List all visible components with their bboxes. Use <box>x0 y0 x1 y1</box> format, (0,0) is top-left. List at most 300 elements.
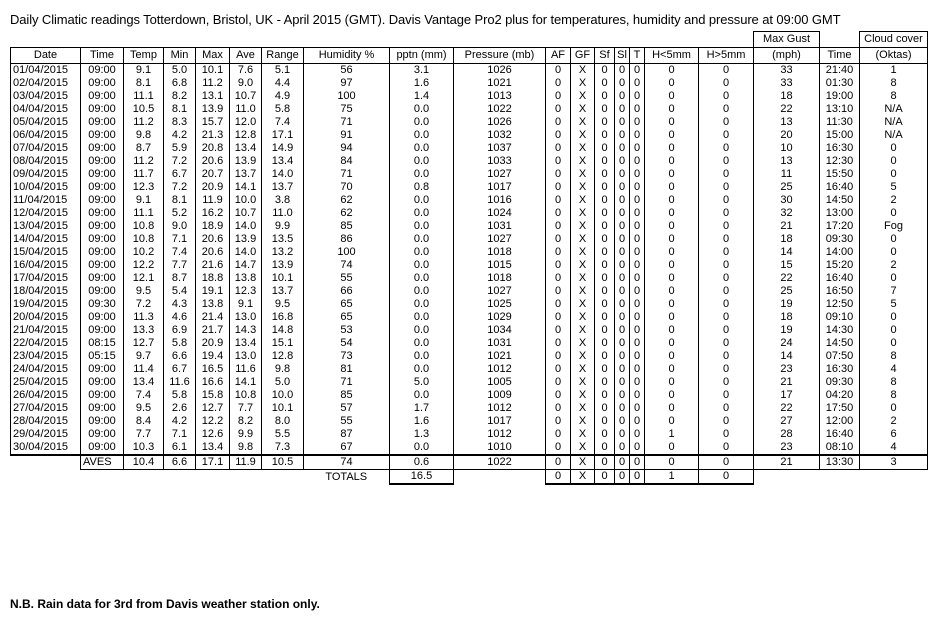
table-cell: 0 <box>630 350 645 363</box>
table-cell: 13.4 <box>262 155 304 168</box>
averages-cell: 11.9 <box>230 455 262 470</box>
table-cell: 09:00 <box>81 194 124 207</box>
table-cell: 5.8 <box>164 337 196 350</box>
table-cell: 0 <box>860 168 928 181</box>
table-cell: 13 <box>754 155 820 168</box>
header-row <box>11 48 928 64</box>
table-cell: 10.0 <box>230 194 262 207</box>
table-cell: 8.1 <box>124 77 164 90</box>
table-row <box>11 259 928 272</box>
table-cell: 55 <box>304 415 390 428</box>
table-cell: 0 <box>615 181 630 194</box>
table-cell: 5.9 <box>164 142 196 155</box>
table-cell: 15:20 <box>820 259 860 272</box>
table-cell: 0 <box>860 246 928 259</box>
table-row <box>11 363 928 376</box>
table-cell: 16:30 <box>820 363 860 376</box>
table-cell: 09:00 <box>81 142 124 155</box>
table-cell: 0 <box>645 103 699 116</box>
table-cell: 13.8 <box>230 272 262 285</box>
table-cell: 0 <box>595 311 615 324</box>
table-cell: 0.0 <box>390 311 454 324</box>
table-cell: 1025 <box>454 298 546 311</box>
table-cell: 0 <box>699 298 754 311</box>
table-cell: 94 <box>304 142 390 155</box>
table-cell: 20.6 <box>196 233 230 246</box>
table-cell: 28/04/2015 <box>11 415 81 428</box>
table-cell: 0.0 <box>390 441 454 455</box>
table-cell: 9.9 <box>230 428 262 441</box>
table-cell: 62 <box>304 207 390 220</box>
averages-cell: X <box>571 455 595 470</box>
table-cell: 0 <box>630 376 645 389</box>
table-cell: 07/04/2015 <box>11 142 81 155</box>
table-cell: 9.7 <box>124 350 164 363</box>
table-row <box>11 77 928 90</box>
table-row <box>11 142 928 155</box>
table-cell: 0 <box>546 337 571 350</box>
table-cell: 91 <box>304 129 390 142</box>
table-cell: 100 <box>304 246 390 259</box>
table-cell: 0.0 <box>390 129 454 142</box>
table-cell: 17.1 <box>262 129 304 142</box>
table-cell: 0 <box>615 220 630 233</box>
table-cell: 28 <box>754 428 820 441</box>
table-cell: 0 <box>699 64 754 78</box>
table-cell: 0 <box>645 363 699 376</box>
totals-empty-cell <box>754 470 820 485</box>
table-cell: 1024 <box>454 207 546 220</box>
table-row <box>11 350 928 363</box>
table-row <box>11 376 928 389</box>
table-cell: 1021 <box>454 350 546 363</box>
table-cell: 21.7 <box>196 324 230 337</box>
table-cell: 0 <box>615 415 630 428</box>
table-cell: 1010 <box>454 441 546 455</box>
table-cell: 16:40 <box>820 181 860 194</box>
table-cell: 6.9 <box>164 324 196 337</box>
table-cell: 09:00 <box>81 168 124 181</box>
table-cell: X <box>571 272 595 285</box>
table-cell: 0.0 <box>390 220 454 233</box>
table-cell: 12:00 <box>820 415 860 428</box>
table-cell: 0 <box>615 389 630 402</box>
table-cell: 7 <box>860 285 928 298</box>
table-cell: 66 <box>304 285 390 298</box>
table-cell: 0 <box>595 441 615 455</box>
table-cell: 0 <box>615 363 630 376</box>
table-cell: 1027 <box>454 285 546 298</box>
table-cell: 0 <box>595 207 615 220</box>
table-cell: 0.0 <box>390 233 454 246</box>
table-cell: 5.0 <box>262 376 304 389</box>
table-cell: 0 <box>860 324 928 337</box>
averages-cell <box>11 455 81 470</box>
table-cell: 0 <box>645 324 699 337</box>
table-cell: 26/04/2015 <box>11 389 81 402</box>
table-cell: 1033 <box>454 155 546 168</box>
table-cell: 16:50 <box>820 285 860 298</box>
table-cell: 14:00 <box>820 246 860 259</box>
table-cell: 85 <box>304 220 390 233</box>
table-cell: 13.7 <box>230 168 262 181</box>
table-cell: X <box>571 441 595 455</box>
table-cell: 0 <box>546 181 571 194</box>
table-cell: 10.1 <box>262 272 304 285</box>
table-cell: 12.8 <box>230 129 262 142</box>
table-cell: 0.0 <box>390 168 454 181</box>
table-cell: 09:00 <box>81 441 124 455</box>
table-cell: 0 <box>546 402 571 415</box>
table-cell: 03/04/2015 <box>11 90 81 103</box>
table-cell: 1034 <box>454 324 546 337</box>
table-cell: 0 <box>546 64 571 78</box>
totals-h-gt5: 0 <box>699 470 754 485</box>
totals-empty-cell <box>860 470 928 485</box>
table-cell: 0 <box>630 272 645 285</box>
table-cell: 20.6 <box>196 155 230 168</box>
table-cell: X <box>571 259 595 272</box>
table-cell: 09:00 <box>81 116 124 129</box>
table-cell: 0 <box>699 363 754 376</box>
column-header: Sf <box>595 48 615 64</box>
table-cell: 9.8 <box>124 129 164 142</box>
table-cell: 0 <box>615 142 630 155</box>
table-cell: 0 <box>615 350 630 363</box>
table-cell: 10.7 <box>230 207 262 220</box>
table-cell: 13.4 <box>124 376 164 389</box>
table-cell: 11.4 <box>124 363 164 376</box>
table-cell: 5.0 <box>164 64 196 78</box>
table-cell: 0 <box>645 246 699 259</box>
table-cell: 0 <box>645 142 699 155</box>
table-cell: 0 <box>699 272 754 285</box>
table-cell: 0 <box>630 233 645 246</box>
table-cell: 0 <box>546 350 571 363</box>
table-cell: 15/04/2015 <box>11 246 81 259</box>
column-header: T <box>630 48 645 64</box>
table-cell: 18.9 <box>196 220 230 233</box>
column-header: Ave <box>230 48 262 64</box>
table-cell: 04:20 <box>820 389 860 402</box>
table-cell: 0 <box>615 311 630 324</box>
table-cell: 0 <box>699 389 754 402</box>
table-cell: 0 <box>615 298 630 311</box>
table-cell: 9.5 <box>124 402 164 415</box>
column-header: AF <box>546 48 571 64</box>
column-header: Sl <box>615 48 630 64</box>
table-cell: 0 <box>615 168 630 181</box>
table-cell: 0 <box>546 363 571 376</box>
table-cell: 09:00 <box>81 129 124 142</box>
table-cell: 0 <box>645 155 699 168</box>
table-cell: 0 <box>860 311 928 324</box>
table-cell: 5.1 <box>262 64 304 78</box>
table-cell: 53 <box>304 324 390 337</box>
table-cell: 7.1 <box>164 428 196 441</box>
table-cell: 0 <box>630 298 645 311</box>
table-cell: X <box>571 415 595 428</box>
table-cell: 8.1 <box>164 103 196 116</box>
column-header: H>5mm <box>699 48 754 64</box>
table-cell: 11.2 <box>196 77 230 90</box>
table-cell: 11.0 <box>262 207 304 220</box>
table-cell: 8.1 <box>164 194 196 207</box>
table-cell: 0 <box>615 376 630 389</box>
table-cell: 10.8 <box>124 233 164 246</box>
table-cell: 0 <box>595 129 615 142</box>
table-cell: 11.1 <box>124 90 164 103</box>
table-cell: 0 <box>595 402 615 415</box>
table-cell: 24 <box>754 337 820 350</box>
table-cell: X <box>571 402 595 415</box>
totals-h-lt5: 1 <box>645 470 699 485</box>
table-cell: 0 <box>546 324 571 337</box>
table-cell: 0 <box>595 415 615 428</box>
table-cell: 0 <box>595 259 615 272</box>
table-cell: 0 <box>699 259 754 272</box>
table-row <box>11 272 928 285</box>
table-cell: 0.0 <box>390 363 454 376</box>
table-row <box>11 181 928 194</box>
table-cell: 18/04/2015 <box>11 285 81 298</box>
table-cell: 0 <box>630 220 645 233</box>
table-cell: 13.7 <box>262 285 304 298</box>
table-cell: 65 <box>304 311 390 324</box>
table-cell: 7.2 <box>124 298 164 311</box>
table-cell: 09:00 <box>81 402 124 415</box>
table-cell: 3.1 <box>390 64 454 78</box>
table-cell: 1012 <box>454 428 546 441</box>
table-cell: 9.9 <box>262 220 304 233</box>
table-cell: 0 <box>699 350 754 363</box>
table-cell: 0 <box>615 90 630 103</box>
table-cell: 1.6 <box>390 77 454 90</box>
totals-t: 0 <box>630 470 645 485</box>
table-cell: 5 <box>860 298 928 311</box>
table-cell: 0 <box>595 155 615 168</box>
table-cell: 27/04/2015 <box>11 402 81 415</box>
table-cell: 10.1 <box>196 64 230 78</box>
table-cell: 1 <box>645 428 699 441</box>
table-cell: 4.6 <box>164 311 196 324</box>
table-cell: 0 <box>595 363 615 376</box>
table-cell: 2 <box>860 415 928 428</box>
table-cell: 13.3 <box>124 324 164 337</box>
totals-empty-cell <box>820 470 860 485</box>
table-cell: 09:00 <box>81 376 124 389</box>
table-row <box>11 168 928 181</box>
table-cell: 21:40 <box>820 64 860 78</box>
table-row <box>11 298 928 311</box>
table-row <box>11 103 928 116</box>
table-cell: 0 <box>699 207 754 220</box>
table-row <box>11 129 928 142</box>
table-cell: 0 <box>595 272 615 285</box>
table-cell: 0 <box>630 441 645 455</box>
table-cell: 0 <box>630 181 645 194</box>
table-cell: 0 <box>546 155 571 168</box>
table-cell: 13.8 <box>196 298 230 311</box>
table-cell: 0.0 <box>390 103 454 116</box>
table-cell: 0 <box>860 402 928 415</box>
table-row <box>11 207 928 220</box>
table-cell: 0 <box>645 441 699 455</box>
table-cell: 0 <box>699 428 754 441</box>
table-cell: 0 <box>546 428 571 441</box>
table-cell: 30 <box>754 194 820 207</box>
table-cell: Fog <box>860 220 928 233</box>
table-cell: 8.2 <box>164 90 196 103</box>
table-cell: 17:50 <box>820 402 860 415</box>
footnote: N.B. Rain data for 3rd from Davis weather station only. <box>10 597 320 611</box>
table-cell: X <box>571 350 595 363</box>
table-cell: 13.9 <box>230 233 262 246</box>
table-cell: X <box>571 207 595 220</box>
table-cell: 0 <box>630 285 645 298</box>
table-cell: X <box>571 363 595 376</box>
table-cell: X <box>571 311 595 324</box>
table-cell: 0 <box>630 428 645 441</box>
table-cell: 75 <box>304 103 390 116</box>
table-cell: 09:00 <box>81 428 124 441</box>
table-cell: X <box>571 337 595 350</box>
table-row <box>11 155 928 168</box>
table-cell: 09:10 <box>820 311 860 324</box>
table-cell: N/A <box>860 129 928 142</box>
table-cell: 06/04/2015 <box>11 129 81 142</box>
table-cell: 22 <box>754 103 820 116</box>
table-cell: 0 <box>699 415 754 428</box>
table-cell: 0 <box>630 324 645 337</box>
table-cell: X <box>571 220 595 233</box>
column-header: GF <box>571 48 595 64</box>
table-cell: 19.4 <box>196 350 230 363</box>
totals-empty-cell <box>454 470 546 485</box>
averages-cell: 1022 <box>454 455 546 470</box>
table-cell: 1026 <box>454 64 546 78</box>
table-cell: 25 <box>754 285 820 298</box>
table-cell: 13.5 <box>262 233 304 246</box>
table-cell: 0 <box>595 77 615 90</box>
table-cell: 5 <box>860 181 928 194</box>
table-cell: 8 <box>860 389 928 402</box>
table-cell: 1.3 <box>390 428 454 441</box>
table-cell: 0 <box>546 168 571 181</box>
column-header: (mph) <box>754 48 820 64</box>
table-cell: 04/04/2015 <box>11 103 81 116</box>
table-cell: 1.7 <box>390 402 454 415</box>
table-cell: 0 <box>630 363 645 376</box>
table-cell: 0 <box>546 246 571 259</box>
table-row <box>11 402 928 415</box>
table-cell: 6.6 <box>164 350 196 363</box>
table-cell: 0 <box>595 337 615 350</box>
table-cell: 0 <box>546 116 571 129</box>
column-header: Max <box>196 48 230 64</box>
table-cell: 23/04/2015 <box>11 350 81 363</box>
table-cell: 5.0 <box>390 376 454 389</box>
table-cell: X <box>571 285 595 298</box>
table-cell: 16.8 <box>262 311 304 324</box>
table-cell: 0 <box>645 298 699 311</box>
table-cell: 22 <box>754 402 820 415</box>
column-header: Range <box>262 48 304 64</box>
table-cell: 16:40 <box>820 272 860 285</box>
table-cell: X <box>571 428 595 441</box>
averages-cell: AVES <box>81 455 124 470</box>
table-cell: 09:00 <box>81 207 124 220</box>
table-cell: 0 <box>630 77 645 90</box>
table-cell: 1.6 <box>390 415 454 428</box>
table-cell: 09/04/2015 <box>11 168 81 181</box>
table-cell: 09:30 <box>820 376 860 389</box>
table-cell: 0 <box>630 155 645 168</box>
table-row <box>11 233 928 246</box>
table-cell: 0.0 <box>390 337 454 350</box>
table-cell: 09:00 <box>81 363 124 376</box>
table-cell: 12.0 <box>230 116 262 129</box>
table-cell: N/A <box>860 116 928 129</box>
totals-row <box>11 470 928 485</box>
table-cell: 4.2 <box>164 415 196 428</box>
table-cell: 13.4 <box>230 142 262 155</box>
table-cell: 12:30 <box>820 155 860 168</box>
table-cell: 09:00 <box>81 272 124 285</box>
table-cell: 0 <box>645 311 699 324</box>
table-cell: 09:00 <box>81 324 124 337</box>
table-row <box>11 311 928 324</box>
table-cell: 30/04/2015 <box>11 441 81 455</box>
table-row <box>11 90 928 103</box>
table-cell: 12.8 <box>262 350 304 363</box>
table-cell: 0 <box>595 376 615 389</box>
table-cell: 1037 <box>454 142 546 155</box>
table-cell: X <box>571 194 595 207</box>
table-cell: 14.7 <box>230 259 262 272</box>
table-cell: 09:00 <box>81 64 124 78</box>
table-cell: 0 <box>546 77 571 90</box>
table-cell: 18.8 <box>196 272 230 285</box>
table-cell: 0 <box>630 194 645 207</box>
table-cell: 1 <box>860 64 928 78</box>
table-cell: 4.9 <box>262 90 304 103</box>
table-cell: 7.7 <box>164 259 196 272</box>
table-cell: 0 <box>595 220 615 233</box>
table-cell: X <box>571 155 595 168</box>
table-cell: 0 <box>699 116 754 129</box>
table-cell: 10.5 <box>124 103 164 116</box>
table-cell: 13.2 <box>262 246 304 259</box>
table-cell: 0 <box>546 129 571 142</box>
table-cell: 14/04/2015 <box>11 233 81 246</box>
table-cell: 0 <box>630 311 645 324</box>
table-cell: 21 <box>754 376 820 389</box>
table-cell: 9.0 <box>164 220 196 233</box>
table-cell: 6.7 <box>164 168 196 181</box>
table-row <box>11 220 928 233</box>
table-cell: 0 <box>630 415 645 428</box>
table-cell: 0 <box>699 220 754 233</box>
table-cell: 11.9 <box>196 194 230 207</box>
table-cell: 6.7 <box>164 363 196 376</box>
table-cell: 17/04/2015 <box>11 272 81 285</box>
table-cell: 1012 <box>454 402 546 415</box>
table-cell: 24/04/2015 <box>11 363 81 376</box>
table-cell: 17 <box>754 389 820 402</box>
table-cell: 0 <box>630 142 645 155</box>
table-row <box>11 285 928 298</box>
